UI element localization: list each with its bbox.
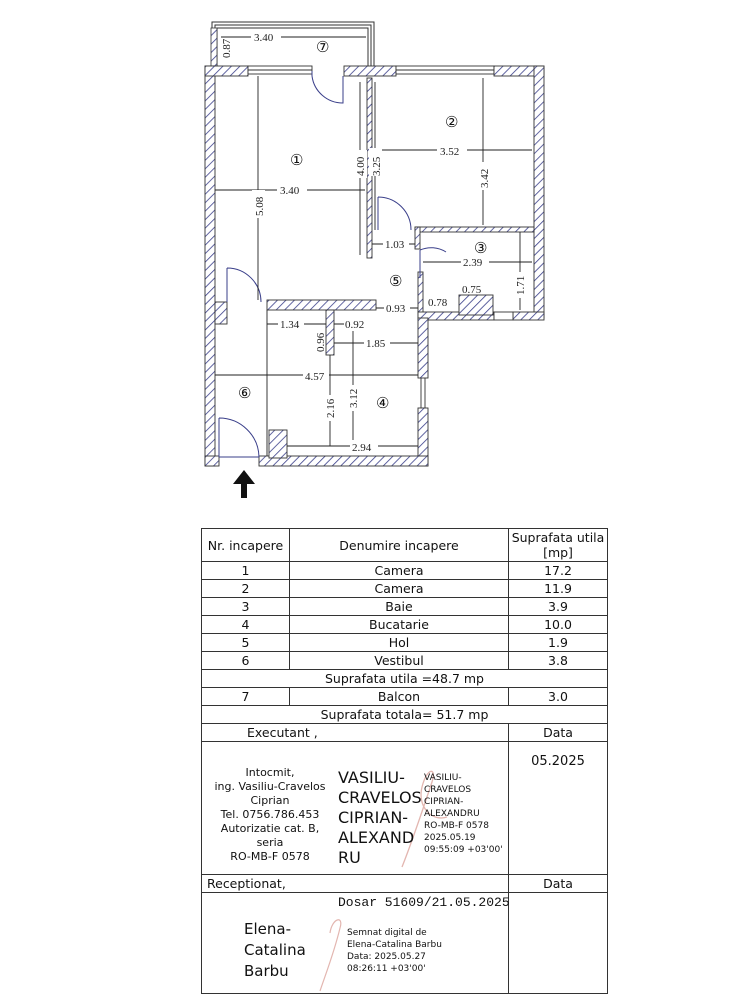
svg-text:0.92: 0.92 xyxy=(345,319,365,331)
cell-nr: 4 xyxy=(202,616,290,634)
svg-text:3.52: 3.52 xyxy=(440,146,460,158)
svg-text:1.85: 1.85 xyxy=(366,338,386,350)
room-number-7: ⑦ xyxy=(316,40,330,56)
svg-text:0.96: 0.96 xyxy=(315,332,327,352)
receptionat-header-row xyxy=(202,875,608,893)
svg-text:3.42: 3.42 xyxy=(479,168,491,188)
cell-nr: 5 xyxy=(202,634,290,652)
entrance-arrow-icon xyxy=(233,470,255,498)
receiver-name: Elena- Catalina Barbu xyxy=(244,920,306,980)
executant-label: Executant , xyxy=(202,724,509,742)
executant-header-row xyxy=(202,724,608,742)
svg-text:2.16: 2.16 xyxy=(325,398,337,418)
svg-text:3.40: 3.40 xyxy=(280,185,300,197)
walls xyxy=(205,66,544,466)
grand-total-row xyxy=(202,706,608,724)
cell-nr: 2 xyxy=(202,580,290,598)
header-nr: Nr. incapere xyxy=(202,529,290,562)
signature-scribble xyxy=(312,913,352,993)
room-number-4: ④ xyxy=(376,396,390,412)
svg-text:5.08: 5.08 xyxy=(254,196,266,216)
svg-text:1.34: 1.34 xyxy=(280,319,300,331)
receptionat-label: Receptionat, xyxy=(202,875,509,893)
room-number-6: ⑥ xyxy=(238,386,252,402)
rooms-table xyxy=(201,528,608,994)
useful-total-row xyxy=(202,670,608,688)
header-area: Suprafata utila [mp] xyxy=(509,529,608,562)
executant-digital-signature: VASILIU- CRAVELOS CIPRIAN- ALEXANDRU RO-MB-F 0578 2025.05.19 09:55:09 +03'00' xyxy=(424,773,503,855)
svg-text:2.39: 2.39 xyxy=(463,257,483,269)
svg-text:0.78: 0.78 xyxy=(428,297,448,309)
cell-name: Balcon xyxy=(290,688,509,706)
balcony-side-wall xyxy=(211,28,217,66)
receptionat-signature-cell xyxy=(202,893,509,994)
cell-nr: 6 xyxy=(202,652,290,670)
svg-text:1.03: 1.03 xyxy=(385,239,405,251)
svg-text:2.94: 2.94 xyxy=(352,442,372,454)
dosar-number: Dosar 51609/21.05.2025 xyxy=(338,895,510,910)
svg-text:3.25: 3.25 xyxy=(371,156,383,176)
table-header-row xyxy=(202,529,608,562)
cell-name: Bucatarie xyxy=(290,616,509,634)
table-row xyxy=(202,562,608,580)
svg-text:0.87: 0.87 xyxy=(221,38,233,58)
room-number-5: ⑤ xyxy=(389,274,403,290)
cell-nr: 1 xyxy=(202,562,290,580)
room-numbers xyxy=(238,40,487,412)
header-name: Denumire incapere xyxy=(290,529,509,562)
cell-nr: 7 xyxy=(202,688,290,706)
room-number-2: ② xyxy=(445,115,459,131)
balcony-row xyxy=(202,688,608,706)
executant-signature-name: VASILIU- CRAVELOS CIPRIAN- ALEXAND RU xyxy=(338,768,422,867)
cell-area: 3.8 xyxy=(509,652,608,670)
room-number-1: ① xyxy=(290,153,304,169)
executant-signature-cell xyxy=(202,742,509,875)
receptionat-data-label: Data xyxy=(509,875,608,893)
cell-area: 17.2 xyxy=(509,562,608,580)
cell-nr: 3 xyxy=(202,598,290,616)
receptionat-date xyxy=(509,893,608,994)
grand-total: Suprafata totala= 51.7 mp xyxy=(202,706,608,724)
cell-area: 3.9 xyxy=(509,598,608,616)
svg-text:4.57: 4.57 xyxy=(305,371,325,383)
cell-name: Hol xyxy=(290,634,509,652)
table-row xyxy=(202,616,608,634)
balcony-railing xyxy=(212,22,374,66)
table-row xyxy=(202,634,608,652)
cell-name: Camera xyxy=(290,562,509,580)
data-label: Data xyxy=(509,724,608,742)
svg-text:4.00: 4.00 xyxy=(355,156,367,176)
cell-name: Baie xyxy=(290,598,509,616)
receptionat-row xyxy=(202,893,608,994)
receiver-digital-signature: Semnat digital de Elena-Catalina Barbu Data: 2025.05.27 08:26:11 +03'00' xyxy=(347,928,442,974)
cell-name: Camera xyxy=(290,580,509,598)
svg-text:1.71: 1.71 xyxy=(515,275,527,295)
cell-area: 3.0 xyxy=(509,688,608,706)
cell-area: 11.9 xyxy=(509,580,608,598)
svg-text:3.40: 3.40 xyxy=(254,32,274,44)
table-row xyxy=(202,580,608,598)
room-number-3: ③ xyxy=(474,241,488,257)
svg-text:0.75: 0.75 xyxy=(462,284,482,296)
table-row xyxy=(202,598,608,616)
executant-details: Intocmit, ing. Vasiliu-Cravelos Ciprian Tel. 0756.786.453 Autorizatie cat. B, seria RO-MB-F 0578 xyxy=(214,766,326,863)
cell-name: Vestibul xyxy=(290,652,509,670)
useful-total: Suprafata utila =48.7 mp xyxy=(202,670,608,688)
svg-text:0.93: 0.93 xyxy=(386,303,406,315)
executant-date: 05.2025 xyxy=(509,742,608,875)
table-row xyxy=(202,652,608,670)
executant-row xyxy=(202,742,608,875)
cell-area: 1.9 xyxy=(509,634,608,652)
cell-area: 10.0 xyxy=(509,616,608,634)
svg-text:3.12: 3.12 xyxy=(348,388,360,408)
